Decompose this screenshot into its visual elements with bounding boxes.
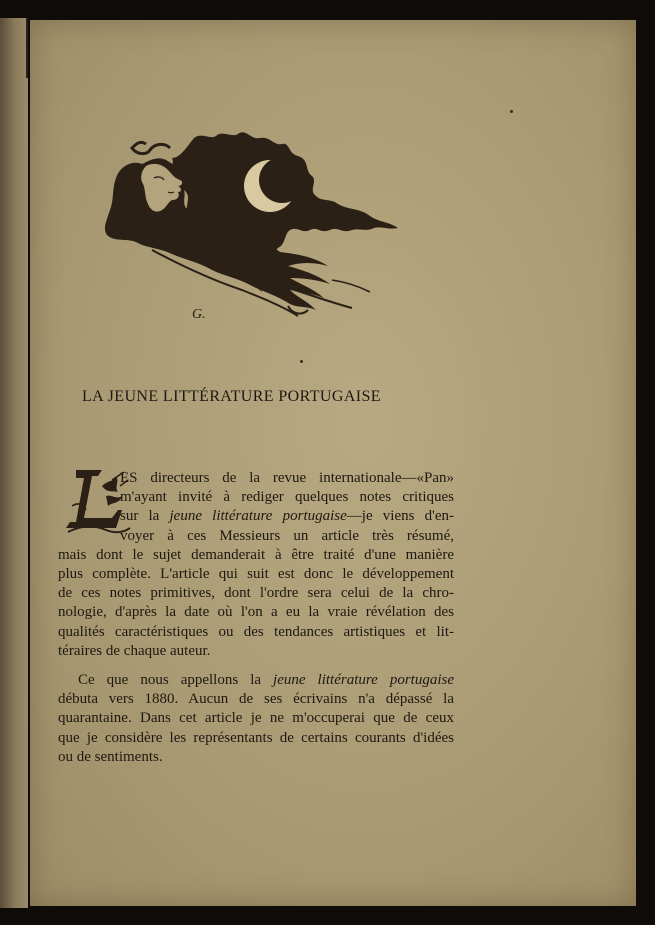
- text-line: qualités caractéristiques ou des tendances artistiques et lit-: [58, 623, 454, 640]
- chapter-title: LA JEUNE LITTÉRATURE PORTUGAISE: [82, 388, 381, 405]
- text-line: téraires de chaque auteur.: [58, 642, 211, 659]
- vignette-signature: G.: [192, 307, 206, 322]
- text-line: nologie, d'après la date où l'on a eu la vraie révélation des: [58, 604, 454, 621]
- woman-moon-cloud-vignette-icon: [102, 130, 522, 330]
- paragraph-1: [58, 469, 454, 661]
- text-line: sur la jeune littérature portugaise—je viens d'en-: [120, 508, 454, 525]
- text-line: ES directeurs de la revue internationale—«Pan»: [120, 470, 454, 486]
- text-line: ou de sentiments.: [58, 748, 163, 765]
- spine-crease: [26, 18, 28, 78]
- text-line: quarantaine. Dans cet article je ne m'occuperai que de ceux: [58, 710, 454, 727]
- text-line: voyer à ces Messieurs un article très résumé,: [120, 527, 454, 544]
- book-page: [30, 20, 636, 906]
- paragraph-2: [58, 671, 454, 767]
- text-line: mais dont le sujet demanderait à être traité d'une manière: [58, 546, 454, 563]
- book-spine-edge: [0, 18, 28, 908]
- text-line: que je considère les représentants de certains courants d'idées: [58, 729, 454, 746]
- text-line: m'ayant invité à rediger quelques notes critiques: [120, 489, 454, 506]
- ink-speck: [300, 360, 303, 363]
- text-line: débuta vers 1880. Aucun de ses écrivains n'a dépassé la: [58, 691, 454, 708]
- ink-speck: [510, 110, 513, 113]
- text-line: plus complète. L'article qui suit est donc le développement: [58, 566, 454, 583]
- text-line: de ces notes primitives, dont l'ordre sera celui de la chro-: [58, 585, 454, 602]
- text-line: Ce que nous appellons la jeune littérature portugaise: [78, 672, 454, 688]
